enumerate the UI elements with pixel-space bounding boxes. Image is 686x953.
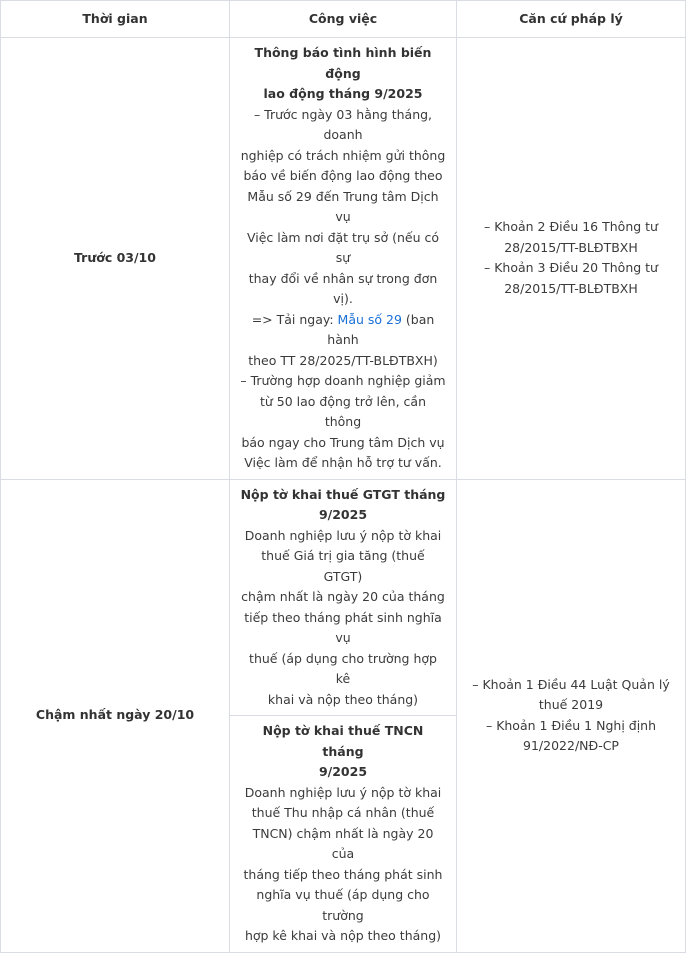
legal-text: 91/2022/NĐ-CP (523, 738, 619, 753)
legal-cell (457, 38, 686, 480)
task-text: Việc làm để nhận hỗ trợ tư vấn. (244, 455, 442, 470)
task-text: Việc làm nơi đặt trụ sở (nếu có sự (246, 229, 440, 265)
legal-cell (457, 479, 686, 952)
task-cell (230, 479, 457, 716)
task-title: lao động tháng 9/2025 (263, 86, 423, 101)
task-text: tiếp theo tháng phát sinh nghĩa vụ (244, 609, 442, 645)
header-time: Thời gian (1, 1, 230, 38)
task-title: Thông báo tình hình biến động (254, 45, 432, 81)
task-text: chậm nhất là ngày 20 của tháng (241, 589, 445, 604)
task-title: Nộp tờ khai thuế GTGT tháng (240, 486, 446, 502)
task-text: thuế Giá trị gia tăng (thuế GTGT) (261, 548, 425, 584)
download-line (240, 310, 446, 351)
task-cell (230, 716, 457, 953)
task-text: Doanh nghiệp lưu ý nộp tờ khai (244, 527, 442, 543)
task-text: Doanh nghiệp lưu ý nộp tờ khai (244, 784, 442, 800)
task-title: 9/2025 (318, 764, 368, 779)
table-row (1, 38, 686, 480)
table-row (1, 479, 686, 716)
task-text: tháng tiếp theo tháng phát sinh (243, 866, 443, 882)
task-text: hợp kê khai và nộp theo tháng) (244, 928, 442, 943)
task-text: khai và nộp theo tháng) (267, 691, 419, 707)
task-cell (230, 38, 457, 480)
task-text: thuế (áp dụng cho trường hợp kê (249, 650, 437, 686)
form-29-link[interactable]: Mẫu số 29 (337, 311, 402, 327)
header-row (1, 1, 686, 38)
task-text: báo ngay cho Trung tâm Dịch vụ (241, 434, 445, 450)
task-text: Mẫu số 29 đến Trung tâm Dịch vụ (247, 188, 439, 224)
legal-text: – Khoản 3 Điều 20 Thông tư (484, 260, 658, 276)
task-title: Nộp tờ khai thuế TNCN tháng (262, 723, 424, 759)
legal-text: thuế 2019 (538, 697, 604, 712)
task-text: nghĩa vụ thuế (áp dụng cho trường (256, 887, 430, 923)
time-cell: Trước 03/10 (1, 38, 230, 480)
task-text: – Trước ngày 03 hằng tháng, doanh (253, 106, 433, 142)
task-text: thay đổi về nhân sự trong đơn vị). (248, 270, 438, 306)
download-suffix: (ban hành (327, 311, 435, 347)
header-legal: Căn cứ pháp lý (457, 1, 686, 38)
task-text: báo về biến động lao động theo (243, 168, 443, 183)
task-title: 9/2025 (318, 507, 368, 522)
download-prefix: => Tải ngay: (251, 311, 338, 327)
legal-text: 28/2015/TT-BLĐTBXH (504, 280, 638, 296)
legal-text: – Khoản 1 Điều 1 Nghị định (485, 717, 657, 733)
task-text: từ 50 lao động trở lên, cần thông (260, 393, 426, 429)
task-text: theo TT 28/2025/TT-BLĐTBXH) (248, 352, 438, 368)
task-text: thuế Thu nhập cá nhân (thuế (251, 805, 435, 820)
task-text: – Trường hợp doanh nghiệp giảm (240, 373, 446, 388)
legal-text: – Khoản 2 Điều 16 Thông tư (484, 219, 658, 235)
task-text: TNCN) chậm nhất là ngày 20 của (252, 825, 434, 861)
header-task: Công việc (230, 1, 457, 38)
task-text: nghiệp có trách nhiệm gửi thông (240, 147, 446, 163)
legal-text: 28/2015/TT-BLĐTBXH (504, 239, 638, 255)
legal-text: – Khoản 1 Điều 44 Luật Quản lý (472, 676, 670, 692)
time-cell: Chậm nhất ngày 20/10 (1, 479, 230, 952)
